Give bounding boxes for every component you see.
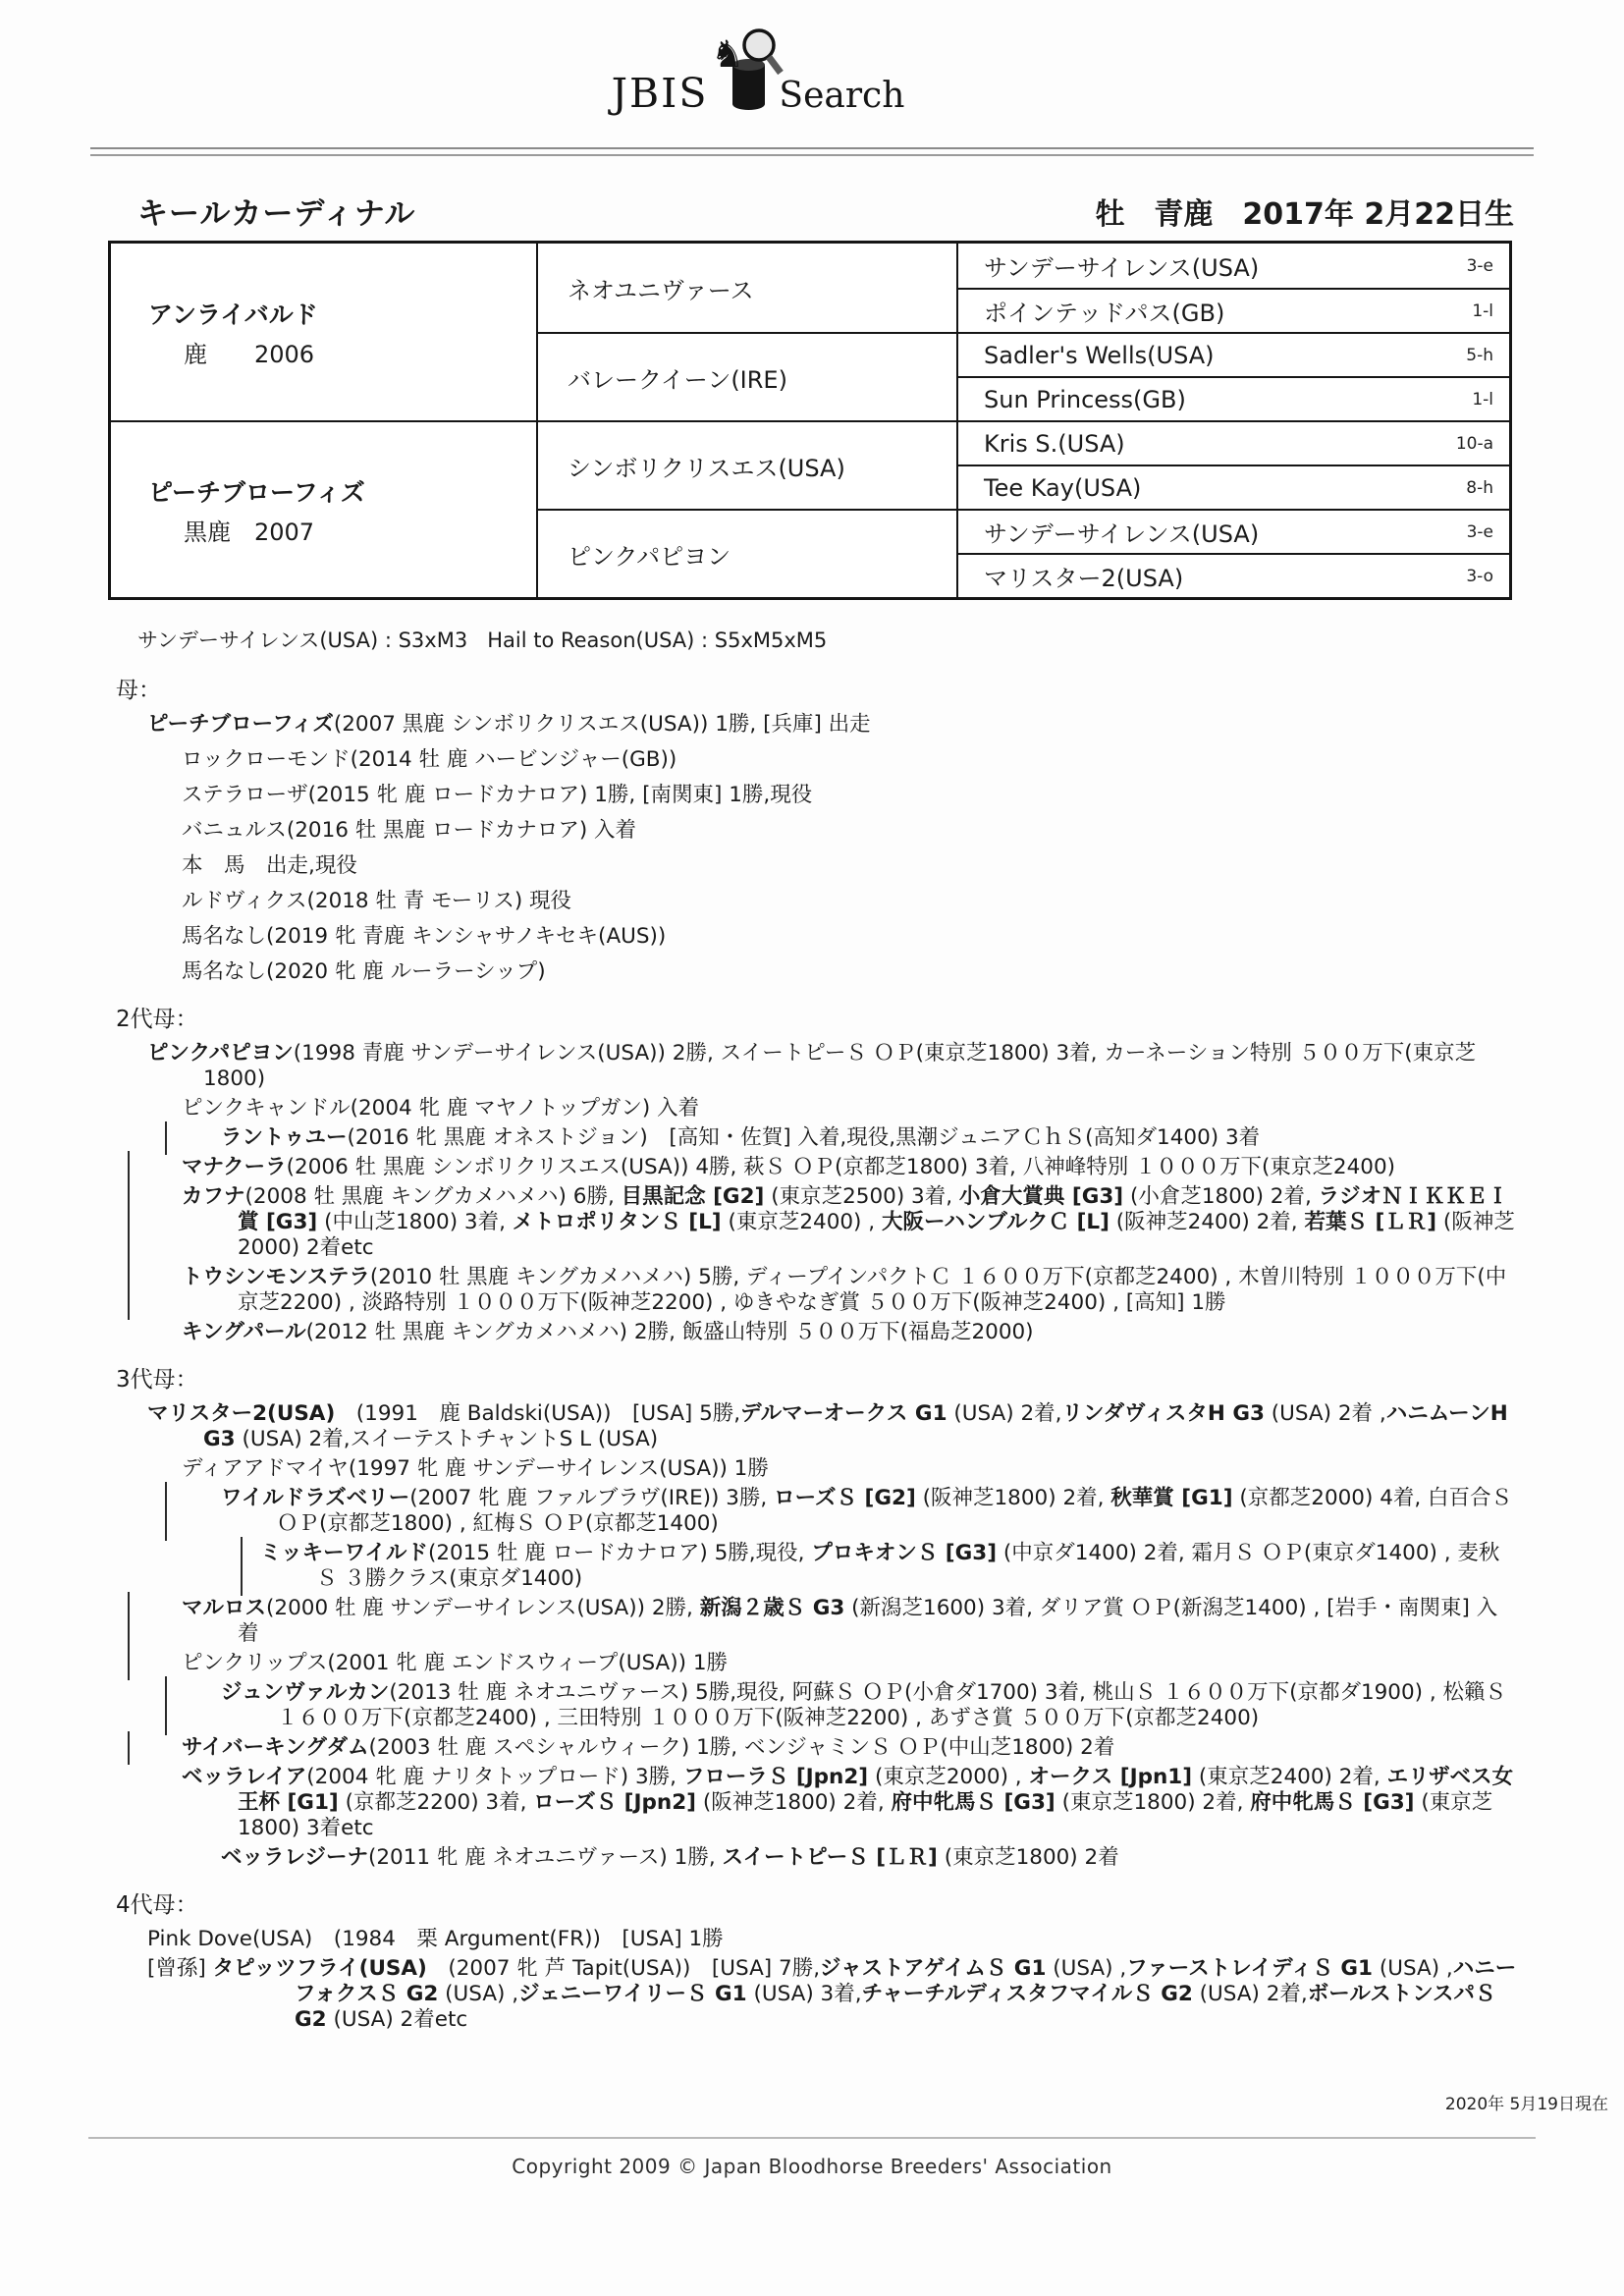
dam-name: ピーチブローフィズ <box>148 477 365 507</box>
ancestor-name: サンデーサイレンス(USA) <box>984 254 1260 282</box>
pedigree-entry <box>0 1401 1518 1452</box>
entry-text: (阪神芝2000) 2着etc <box>238 1210 1515 1260</box>
section-granddam4 <box>0 1886 1624 2033</box>
entry-text: (2011 牝 鹿 ネオユニヴァース) 1勝, <box>367 1845 723 1870</box>
family-number: 10-a <box>1455 433 1493 454</box>
horse-name-or-race-bold: ベッラレイア <box>182 1765 307 1789</box>
entry-text: 馬名なし(2019 牝 青鹿 キンシャサノキセキ(AUS)) <box>182 924 667 949</box>
horse-name-or-race-bold: フローラＳ [Jpn2] <box>682 1765 869 1789</box>
horse-name-or-race-bold: ボールストンスパＳ G2 <box>295 1982 1496 2032</box>
pedigree-entry <box>0 889 1518 914</box>
inbreeding-note: サンデーサイレンス(USA) : S3xM3 Hail to Reason(USA) : S5xM5xM5 <box>137 629 828 652</box>
horse-name-or-race-bold: 若葉Ｓ [ＬＲ] <box>1304 1210 1437 1234</box>
entry-text: (阪神芝1800) 2着, <box>915 1486 1111 1510</box>
entry-text: (阪神芝2400) 2着, <box>1109 1210 1305 1234</box>
pedigree-entry <box>0 1541 1518 1592</box>
granddam-cell <box>536 509 956 597</box>
entry-text: (USA) , <box>1046 1956 1127 1981</box>
broodmare-sections <box>0 672 1624 2037</box>
great-grandparent-cell <box>956 376 1509 420</box>
horse-name-or-race-bold: 小倉大賞典 [G3] <box>958 1184 1124 1209</box>
horse-name: キールカーディナル <box>137 196 416 232</box>
horse-name-or-race-bold: マルロス <box>182 1596 267 1620</box>
horse-name-or-race-bold: 大阪ーハンブルクＣ [L] <box>881 1210 1110 1234</box>
horse-name-or-race-bold: ラジオＮＩＫＫＥＩ賞 [G3] <box>238 1184 1509 1234</box>
entry-text: (USA) , <box>1373 1956 1453 1981</box>
sire-coat-year: 鹿 2006 <box>184 340 315 368</box>
entry-text: (2015 牡 鹿 ロードカナロア) 5勝,現役, <box>427 1541 812 1565</box>
grandparent-name: ネオユニヴァース <box>568 276 754 304</box>
pedigree-entry <box>0 1456 1518 1482</box>
section-heading: 2代母： <box>116 1007 198 1032</box>
horse-name-or-race-bold: ラントゥユー <box>221 1125 348 1150</box>
tree-connector-line <box>241 1537 243 1596</box>
entry-text: 本 馬 出走,現役 <box>182 853 357 878</box>
entry-text: (2012 牡 黒鹿 キングカメハメハ) 2勝, 飯盛山特別 ５００万下(福島芝2000) <box>305 1320 1034 1344</box>
horse-name-or-race-bold: デルマーオークス G1 <box>740 1401 947 1426</box>
entry-text: (東京芝2400) , <box>721 1210 882 1234</box>
family-number: 3-e <box>1466 255 1493 276</box>
tree-connector-line <box>128 1180 130 1265</box>
tree-connector-line <box>128 1592 130 1651</box>
horse-name-or-race-bold: プロキオンＳ [G3] <box>811 1541 998 1565</box>
horse-name-or-race-bold: オークス [Jpn1] <box>1028 1765 1193 1789</box>
ancestor-name: Sun Princess(GB) <box>984 385 1186 413</box>
horse-name-or-race-bold: 府中牝馬Ｓ [G3] <box>1250 1790 1415 1815</box>
entry-text: (1991 鹿 Baldski(USA)) [USA] 5勝, <box>335 1401 741 1426</box>
footer-divider-rule <box>88 2137 1536 2139</box>
sire-cell <box>111 244 536 420</box>
logo-horse: ♞ <box>711 32 745 76</box>
entry-text: ロックローモンド(2014 牡 鹿 ハービンジャー(GB)) <box>182 747 677 772</box>
grandparent-name: ピンクパピヨン <box>568 542 731 571</box>
horse-name-or-race-bold: トウシンモンステラ <box>182 1265 370 1289</box>
entry-text: (京都芝2000) 4着, 白百合Ｓ ＯＰ(京都芝1800) , 紅梅Ｓ ＯＰ(京都芝1400) <box>277 1486 1513 1536</box>
entry-text: (2010 牡 黒鹿 キングカメハメハ) 5勝, ディープインパクトＣ １６００万下(京都芝2400) , 木曽川特別 １０００万下(中京芝2200) , 淡路特別 １０００万下(阪神芝2200) , ゆきやなぎ賞 ５００万下(阪神芝2400) , [高知] 1勝 <box>238 1265 1507 1315</box>
horse-name-or-race-bold: マナクーラ <box>182 1155 287 1179</box>
entry-text: ルドヴィクス(2018 牡 青 モーリス) 現役 <box>182 889 572 913</box>
pedigree-entry <box>0 1927 1518 1952</box>
section-granddam3 <box>0 1361 1624 1871</box>
entry-text: (阪神芝1800) 2着, <box>695 1790 892 1815</box>
horse-name-or-race-bold: キングパール <box>182 1320 306 1344</box>
sire-name: アンライバルド <box>148 300 318 329</box>
entry-text: (2007 牝 芦 Tapit(USA)) [USA] 7勝, <box>426 1956 821 1981</box>
horse-name-or-race-bold: ベッラレジーナ <box>221 1845 368 1870</box>
family-number: 8-h <box>1466 477 1493 498</box>
entry-text: (2007 牝 鹿 ファルブラヴ(IRE)) 3勝, <box>409 1486 775 1510</box>
great-grandparent-cell <box>956 332 1509 376</box>
grandsire-cell <box>536 244 956 332</box>
great-grandparent-cell <box>956 553 1509 597</box>
entry-text: (東京芝1800) 2着 <box>937 1845 1119 1870</box>
horse-name-or-race-bold: ジャストアゲイムＳ G1 <box>820 1956 1047 1981</box>
entry-text: ピンクキャンドル(2004 牝 鹿 マヤノトップガン) 入着 <box>182 1096 700 1121</box>
entry-text: (2006 牡 黒鹿 シンボリクリスエス(USA)) 4勝, 萩Ｓ ＯＰ(京都芝1800) 3着, 八神峰特別 １０００万下(東京芝2400) <box>286 1155 1396 1179</box>
horse-sex-coat-birth: 牡 青鹿 2017年 2月22日生 <box>1095 197 1514 232</box>
dam-coat-year: 黒鹿 2007 <box>184 518 315 546</box>
family-number: 3-e <box>1466 521 1493 542</box>
entry-text: バニュルス(2016 牡 黒鹿 ロードカナロア) 入着 <box>182 818 637 843</box>
header-divider-rule <box>90 147 1534 156</box>
horse-name-or-race-bold: メトロポリタンＳ [L] <box>512 1210 722 1234</box>
horse-name-or-race-bold: ジェニーワイリーＳ G1 <box>518 1982 747 2006</box>
dam-cell <box>111 420 536 597</box>
horse-name-or-race-bold: タピッツフライ(USA) <box>212 1956 427 1981</box>
horse-name-or-race-bold: チャーチルディスタフマイルＳ G2 <box>861 1982 1193 2006</box>
entry-text: (新潟芝1600) 3着, ダリア賞 ＯＰ(新潟芝1400) , [岩手・南関東] 入着 <box>238 1596 1498 1646</box>
logo-jbis-text: JBIS <box>611 70 709 117</box>
ancestor-name: ポインテッドパス(GB) <box>984 300 1225 327</box>
family-number: 1-l <box>1472 301 1493 321</box>
pedigree-entry <box>0 1651 1518 1676</box>
horse-name-or-race-bold: 新潟２歳Ｓ G3 <box>699 1596 845 1620</box>
pedigree-entry <box>0 1596 1518 1647</box>
entry-text: (USA) 2着, <box>947 1401 1062 1426</box>
entry-text: (東京芝2400) 2着, <box>1192 1765 1387 1789</box>
logo-magnifier-lens <box>744 30 774 60</box>
entry-text: ステラローザ(2015 牝 鹿 ロードカナロア) 1勝, [南関東] 1勝,現役 <box>182 783 813 807</box>
tree-connector-line <box>128 1647 130 1680</box>
entry-text: (東京芝1800) 2着, <box>1055 1790 1251 1815</box>
pedigree-entry <box>0 818 1518 844</box>
pedigree-entry <box>0 1680 1518 1731</box>
tree-connector-line <box>128 1151 130 1184</box>
horse-name-or-race-bold: マリスター2(USA) <box>147 1401 336 1426</box>
horse-name-or-race-bold: ピンクパピヨン <box>147 1041 294 1066</box>
great-grandparent-cell <box>956 465 1509 509</box>
horse-name-or-race-bold: ピーチブローフィズ <box>147 712 334 737</box>
entry-text: (USA) 2着etc <box>326 2007 468 2032</box>
family-number: 5-h <box>1466 345 1493 365</box>
grandsire-cell <box>536 420 956 509</box>
horse-name-or-race-bold: スイートピーＳ [ＬＲ] <box>722 1845 938 1870</box>
entry-text: (2016 牝 黒鹿 オネストジョン) [高知・佐賀] 入着,現役,黒潮ジュニアＣｈＳ(高知ダ1400) 3着 <box>347 1125 1261 1150</box>
section-heading: 3代母： <box>116 1367 198 1393</box>
tree-connector-line <box>165 1676 167 1735</box>
entry-text: (小倉芝1800) 2着, <box>1123 1184 1319 1209</box>
tree-connector-line <box>128 1731 130 1765</box>
horse-name-or-race-bold: ハニーフォクスＳ G2 <box>295 1956 1517 2006</box>
pedigree-entry <box>0 1845 1518 1871</box>
ancestor-name: Sadler's Wells(USA) <box>984 341 1215 369</box>
section-heading: 母： <box>116 678 161 703</box>
entry-text: (USA) 2着, <box>1192 1982 1308 2006</box>
section-heading: 4代母： <box>116 1892 198 1918</box>
great-grandparent-cell <box>956 288 1509 332</box>
pedigree-entry <box>0 959 1518 985</box>
pedigree-entry <box>0 783 1518 808</box>
logo-search-text: Search <box>779 76 905 116</box>
horse-name-or-race-bold: 府中牝馬Ｓ [G3] <box>891 1790 1056 1815</box>
entry-text: 馬名なし(2020 牝 鹿 ルーラーシップ) <box>182 959 546 984</box>
pedigree-entry <box>0 1486 1518 1537</box>
copyright-text: Copyright 2009 © Japan Bloodhorse Breeders' Association <box>512 2155 1112 2178</box>
grandparent-name: シンボリクリスエス(USA) <box>568 454 845 482</box>
pedigree-entry <box>0 1041 1518 1092</box>
horse-name-or-race-bold: リンダヴィスタH G3 <box>1061 1401 1265 1426</box>
great-grandparent-cell <box>956 509 1509 553</box>
pedigree-entry <box>0 1184 1518 1261</box>
entry-text: (京都芝2200) 3着, <box>338 1790 534 1815</box>
tree-connector-line <box>128 1261 130 1320</box>
horse-name-or-race-bold: ローズＳ [G2] <box>774 1486 916 1510</box>
pedigree-entry <box>0 1735 1518 1761</box>
entry-text: (2008 牡 黒鹿 キングカメハメハ) 6勝, <box>244 1184 622 1209</box>
pedigree-entry <box>0 1096 1518 1121</box>
entry-text: (2000 牡 鹿 サンデーサイレンス(USA)) 2勝, <box>266 1596 700 1620</box>
horse-name-or-race-bold: ジュンヴァルカン <box>221 1680 390 1705</box>
pedigree-entry <box>0 712 1518 738</box>
family-number: 3-o <box>1466 566 1493 586</box>
great-grandparent-cell <box>956 420 1509 465</box>
pedigree-entry <box>0 747 1518 773</box>
entry-text: (東京芝2000) , <box>868 1765 1029 1789</box>
as-of-date: 2020年 5月19日現在 <box>1444 2095 1608 2114</box>
title-row <box>0 189 1624 233</box>
entry-text: (2004 牝 鹿 ナリタトップロード) 3勝, <box>306 1765 683 1789</box>
entry-text: ピンクリップス(2001 牝 鹿 エンドスウィープ(USA)) 1勝 <box>182 1651 729 1675</box>
ancestor-name: マリスター2(USA) <box>984 565 1184 592</box>
ancestor-name: Tee Kay(USA) <box>984 473 1142 502</box>
entry-text: (USA) , <box>438 1982 519 2006</box>
pedigree-entry <box>0 853 1518 879</box>
pedigree-entry <box>0 1320 1518 1345</box>
entry-text: (2007 黒鹿 シンボリクリスエス(USA)) 1勝, [兵庫] 出走 <box>333 712 871 737</box>
horse-name-or-race-bold: サイバーキングダム <box>182 1735 369 1760</box>
pedigree-entry <box>0 1155 1518 1180</box>
grandparent-name: バレークイーン(IRE) <box>568 365 787 394</box>
entry-text: [曾孫] <box>147 1956 213 1981</box>
entry-text: (中山芝1800) 3着, <box>317 1210 513 1234</box>
pedigree-entry <box>0 1765 1518 1841</box>
horse-magnifier-logo-icon <box>710 26 786 118</box>
tree-connector-line <box>165 1121 167 1155</box>
horse-name-or-race-bold: カフナ <box>182 1184 245 1209</box>
entry-text: (1998 青鹿 サンデーサイレンス(USA)) 2勝, スイートピーＳ ＯＰ(東京芝1800) 3着, カーネーション特別 ５００万下(東京芝1800) <box>203 1041 1477 1091</box>
pedigree-entry <box>0 1956 1518 2033</box>
ancestor-name: サンデーサイレンス(USA) <box>984 520 1260 548</box>
great-grandparent-cell <box>956 244 1509 288</box>
entry-text: (東京芝1800) 3着etc <box>238 1790 1493 1840</box>
ancestor-name: Kris S.(USA) <box>984 429 1125 458</box>
entry-text: ディアアドマイヤ(1997 牝 鹿 サンデーサイレンス(USA)) 1勝 <box>182 1456 769 1481</box>
horse-name-or-race-bold: ファーストレイディＳ G1 <box>1126 1956 1373 1981</box>
header <box>0 26 1624 118</box>
logo-magnifier-handle <box>769 57 781 73</box>
pedigree-entry <box>0 924 1518 950</box>
entry-text: (USA) 3着, <box>746 1982 862 2006</box>
horse-name-or-race-bold: エリザベス女王杯 [G1] <box>238 1765 1514 1815</box>
pedigree-entry <box>0 1125 1518 1151</box>
horse-name-or-race-bold: ハニムーンH G3 <box>203 1401 1508 1451</box>
horse-name-or-race-bold: ローズＳ [Jpn2] <box>533 1790 696 1815</box>
entry-text: (東京芝2500) 3着, <box>764 1184 959 1209</box>
section-granddam2 <box>0 1001 1624 1345</box>
entry-text: (2003 牡 鹿 スペシャルウィーク) 1勝, ベンジャミンＳ ＯＰ(中山芝1800) 2着 <box>368 1735 1115 1760</box>
horse-name-or-race-bold: 秋華賞 [G1] <box>1110 1486 1233 1510</box>
granddam-cell <box>536 332 956 420</box>
pedigree-table <box>108 241 1512 600</box>
section-mother <box>0 672 1624 985</box>
entry-text: (USA) 2着 , <box>1264 1401 1386 1426</box>
horse-name-or-race-bold: ミッキーワイルド <box>260 1541 428 1565</box>
entry-text: (中京ダ1400) 2着, 霜月Ｓ ＯＰ(東京ダ1400) , 麦秋Ｓ ３勝クラス(東京ダ1400) <box>316 1541 1500 1591</box>
horse-name-or-race-bold: ワイルドラズベリー <box>221 1486 410 1510</box>
tree-connector-line <box>165 1482 167 1541</box>
entry-text: (USA) 2着,スイーテストチャントS L (USA) <box>235 1427 659 1451</box>
family-number: 1-l <box>1472 389 1493 410</box>
pedigree-entry <box>0 1265 1518 1316</box>
horse-name-or-race-bold: 目黒記念 [G2] <box>621 1184 765 1209</box>
entry-text: Pink Dove(USA) (1984 栗 Argument(FR)) [USA] 1勝 <box>147 1927 724 1951</box>
jbis-search-logo <box>612 26 905 118</box>
entry-text: (2013 牡 鹿 ネオユニヴァース) 5勝,現役, 阿蘇Ｓ ＯＰ(小倉ダ1700) 3着, 桃山Ｓ １６００万下(京都ダ1900) , 松籟Ｓ １６００万下(京都芝2400) , 三田特別 １０００万下(阪神芝2200) , あずさ賞 ５００万下(京都芝2400) <box>277 1680 1507 1730</box>
